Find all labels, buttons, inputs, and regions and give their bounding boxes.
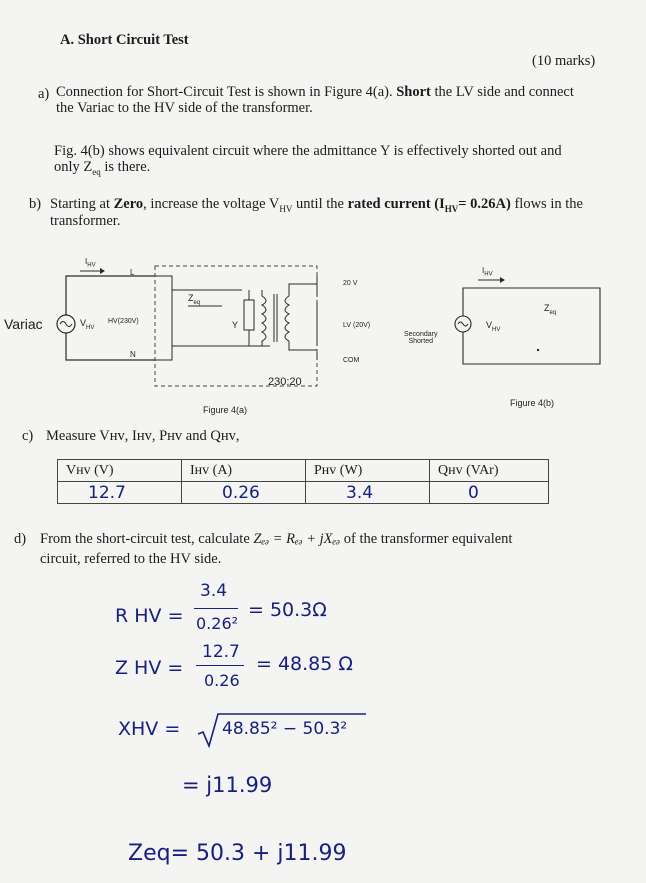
fig-desc-line2: only $Z_{eq}$ is there. xyxy=(54,159,151,177)
fig-a-ratio-label: 230:20 xyxy=(268,376,302,388)
value-qhv: 0 xyxy=(430,482,549,504)
hw-zhv-den: 0.26 xyxy=(204,671,240,690)
variac-label: Variac xyxy=(4,316,43,332)
value-phv: 3.4 xyxy=(306,482,430,504)
part-c-label: c) xyxy=(22,428,34,444)
part-d-label: d) xyxy=(14,531,27,547)
value-ihv: 0.26 xyxy=(182,482,306,504)
fig-a-n-label: N xyxy=(130,350,136,359)
fig-a-l-label: L xyxy=(130,268,135,277)
fig-a-caption: Figure 4(a) xyxy=(203,405,248,415)
transformer-coils xyxy=(262,284,317,350)
part-a-label: a) xyxy=(38,86,50,102)
measurement-table xyxy=(57,459,549,504)
hw-rhv-label: R HV = xyxy=(115,605,184,627)
fig-a-zeq-label: $Z_{eq}$ xyxy=(188,293,201,306)
fig-a-hv230-label: HV(230V) xyxy=(108,318,139,325)
table-header-row xyxy=(58,460,549,482)
part-d-line2: circuit, referred to the HV side. xyxy=(40,551,222,567)
marks-label: (10 marks) xyxy=(532,53,596,69)
header-vhv: Vʜᴠ (V) xyxy=(58,460,182,482)
fig-b-caption: Figure 4(b) xyxy=(510,398,555,408)
fig-desc-line1: Fig. 4(b) shows equivalent circuit where the admittance Y is effectively shorted out and xyxy=(54,143,562,159)
hw-rhv-den: 0.26² xyxy=(196,614,239,633)
part-a-line1: Connection for Short-Circuit Test is shown in Figure 4(a). Short the LV side and connect xyxy=(56,84,574,100)
figure-4b xyxy=(440,260,620,380)
fig-a-y-label: Y xyxy=(232,320,239,330)
header-qhv: Qʜᴠ (VAr) xyxy=(430,460,549,482)
table-row xyxy=(58,482,549,504)
hw-rhv-num: 3.4 xyxy=(200,581,228,601)
header-phv: Pʜᴠ (W) xyxy=(306,460,430,482)
part-b-line2: transformer. xyxy=(50,213,121,229)
fig-b-secondary-label: Secondary Shorted xyxy=(404,331,438,345)
part-c-text: Measure Vʜᴠ, Iʜᴠ, Pʜᴠ and Qʜᴠ, xyxy=(46,428,240,444)
section-title: A. Short Circuit Test xyxy=(60,32,189,48)
fig-b-zeq-label: $Z_{eq}$ xyxy=(544,303,557,316)
part-d-line1: From the short-circuit test, calculate Zₑₔ = Rₑₔ + jXₑₔ of the transformer equivalent xyxy=(40,531,513,547)
fig-a-20v-label: 20 V xyxy=(343,280,358,287)
hw-zhv-num: 12.7 xyxy=(202,642,240,662)
hw-rhv-fraction-bar xyxy=(194,608,238,609)
fig-a-lv20-label: LV (20V) xyxy=(343,322,371,329)
hw-xhv-result: = j11.99 xyxy=(182,773,273,797)
fig-a-ihv-label: $I_{HV}$ xyxy=(85,257,96,269)
hw-zhv-fraction-bar xyxy=(196,665,244,666)
hw-zhv-label: Z HV = xyxy=(115,657,184,679)
hw-xhv-label: XHV = xyxy=(118,718,181,740)
hw-xhv-expr: 48.85² − 50.3² xyxy=(222,719,348,739)
hw-rhv-result: = 50.3Ω xyxy=(248,599,327,621)
fig-a-vhv-label: $V_{HV}$ xyxy=(80,318,95,331)
fig-b-vhv-label: $V_{HV}$ xyxy=(486,320,501,333)
fig-b-ihv-label: $I_{HV}$ xyxy=(482,266,493,278)
hw-zhv-result: = 48.85 Ω xyxy=(256,653,353,675)
value-vhv: 12.7 xyxy=(58,482,182,504)
header-ihv: Iʜᴠ (A) xyxy=(182,460,306,482)
admittance-y xyxy=(244,300,254,330)
figure-4a xyxy=(0,250,330,430)
hw-zeq-final: Zeq= 50.3 + j11.99 xyxy=(128,841,347,866)
part-a-line2: the Variac to the HV side of the transformer. xyxy=(56,100,313,116)
fig-a-com-label: COM xyxy=(343,357,360,364)
part-b-label: b) xyxy=(29,196,42,212)
part-b-line1: Starting at Zero, increase the voltage $V_{HV}$ until the rated current $(I_{HV}= 0.26A)$ flows in the xyxy=(50,196,583,214)
